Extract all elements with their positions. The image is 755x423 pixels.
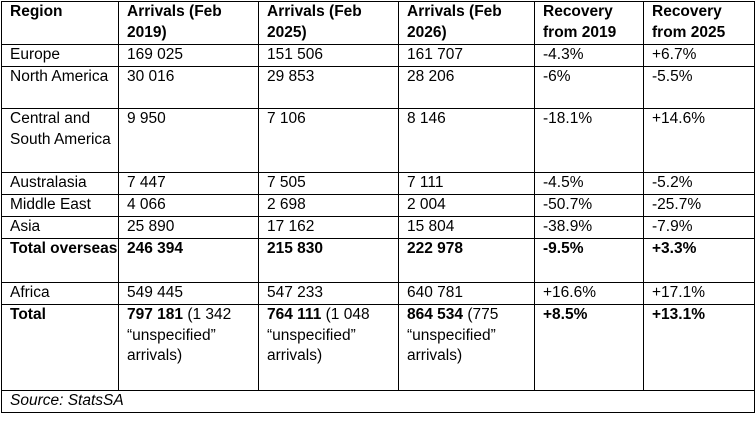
arrivals-2019-value: 797 181 <box>127 306 184 323</box>
arrivals-table <box>1 1 755 413</box>
region-cell: Asia <box>2 217 119 239</box>
recovery-2025-cell: +6.7% <box>644 45 755 67</box>
arrivals-2025-cell <box>259 305 399 391</box>
recovery-2025-cell: +13.1% <box>644 305 755 391</box>
arrivals-2025-cell: 17 162 <box>259 217 399 239</box>
arrivals-2026-cell: 7 111 <box>399 173 535 195</box>
recovery-2019-cell: -50.7% <box>535 195 644 217</box>
recovery-2025-cell: -5.2% <box>644 173 755 195</box>
table-row <box>2 195 755 217</box>
table-row <box>2 109 755 173</box>
arrivals-2019-cell: 7 447 <box>119 173 259 195</box>
arrivals-2026-note: (775 “unspecified” arrivals) <box>407 306 499 364</box>
header-arrivals-2019: Arrivals (Feb 2019) <box>119 2 259 45</box>
arrivals-2025-cell: 151 506 <box>259 45 399 67</box>
arrivals-2026-cell: 2 004 <box>399 195 535 217</box>
header-recovery-2019: Recovery from 2019 <box>535 2 644 45</box>
table-row-total <box>2 305 755 391</box>
region-cell: Total <box>2 305 119 391</box>
arrivals-2025-cell: 7 106 <box>259 109 399 173</box>
table-row <box>2 173 755 195</box>
arrivals-2025-value: 764 111 <box>267 306 322 323</box>
header-row <box>2 2 755 45</box>
arrivals-2025-cell: 547 233 <box>259 283 399 305</box>
region-cell: Central and South America <box>2 109 119 173</box>
arrivals-2026-cell: 640 781 <box>399 283 535 305</box>
recovery-2019-cell: -9.5% <box>535 239 644 283</box>
region-cell: Australasia <box>2 173 119 195</box>
table-row <box>2 217 755 239</box>
recovery-2019-cell: -38.9% <box>535 217 644 239</box>
recovery-2025-cell: -7.9% <box>644 217 755 239</box>
arrivals-2025-cell: 7 505 <box>259 173 399 195</box>
arrivals-2025-cell: 2 698 <box>259 195 399 217</box>
header-arrivals-2025: Arrivals (Feb 2025) <box>259 2 399 45</box>
arrivals-2025-cell: 29 853 <box>259 67 399 109</box>
region-cell: Total overseas <box>2 239 119 283</box>
recovery-2025-cell: +17.1% <box>644 283 755 305</box>
recovery-2025-cell: +14.6% <box>644 109 755 173</box>
source-row <box>2 391 755 413</box>
header-recovery-2025: Recovery from 2025 <box>644 2 755 45</box>
arrivals-2025-note: (1 048 “unspecified” arrivals) <box>267 306 370 364</box>
table-row <box>2 45 755 67</box>
region-cell: Europe <box>2 45 119 67</box>
region-cell: North America <box>2 67 119 109</box>
recovery-2019-cell: +16.6% <box>535 283 644 305</box>
arrivals-2025-cell: 215 830 <box>259 239 399 283</box>
region-cell: Africa <box>2 283 119 305</box>
arrivals-2026-cell: 8 146 <box>399 109 535 173</box>
arrivals-2019-note: (1 342 “unspecified” arrivals) <box>127 306 232 364</box>
arrivals-2026-cell <box>399 305 535 391</box>
arrivals-2026-value: 864 534 <box>407 306 464 323</box>
source-note: Source: StatsSA <box>2 391 755 413</box>
recovery-2019-cell: -4.3% <box>535 45 644 67</box>
header-region: Region <box>2 2 119 45</box>
table-row-total-overseas <box>2 239 755 283</box>
region-cell: Middle East <box>2 195 119 217</box>
arrivals-2019-cell: 25 890 <box>119 217 259 239</box>
arrivals-2026-cell: 15 804 <box>399 217 535 239</box>
table-row <box>2 67 755 109</box>
arrivals-2026-cell: 28 206 <box>399 67 535 109</box>
table-row <box>2 283 755 305</box>
recovery-2025-cell: +3.3% <box>644 239 755 283</box>
recovery-2025-cell: -25.7% <box>644 195 755 217</box>
arrivals-2019-cell: 549 445 <box>119 283 259 305</box>
arrivals-2026-cell: 222 978 <box>399 239 535 283</box>
arrivals-2019-cell <box>119 305 259 391</box>
arrivals-2019-cell: 246 394 <box>119 239 259 283</box>
recovery-2019-cell: -4.5% <box>535 173 644 195</box>
arrivals-2019-cell: 9 950 <box>119 109 259 173</box>
arrivals-2026-cell: 161 707 <box>399 45 535 67</box>
recovery-2019-cell: -6% <box>535 67 644 109</box>
recovery-2025-cell: -5.5% <box>644 67 755 109</box>
arrivals-2019-cell: 30 016 <box>119 67 259 109</box>
arrivals-2019-cell: 169 025 <box>119 45 259 67</box>
recovery-2019-cell: +8.5% <box>535 305 644 391</box>
header-arrivals-2026: Arrivals (Feb 2026) <box>399 2 535 45</box>
recovery-2019-cell: -18.1% <box>535 109 644 173</box>
arrivals-2019-cell: 4 066 <box>119 195 259 217</box>
